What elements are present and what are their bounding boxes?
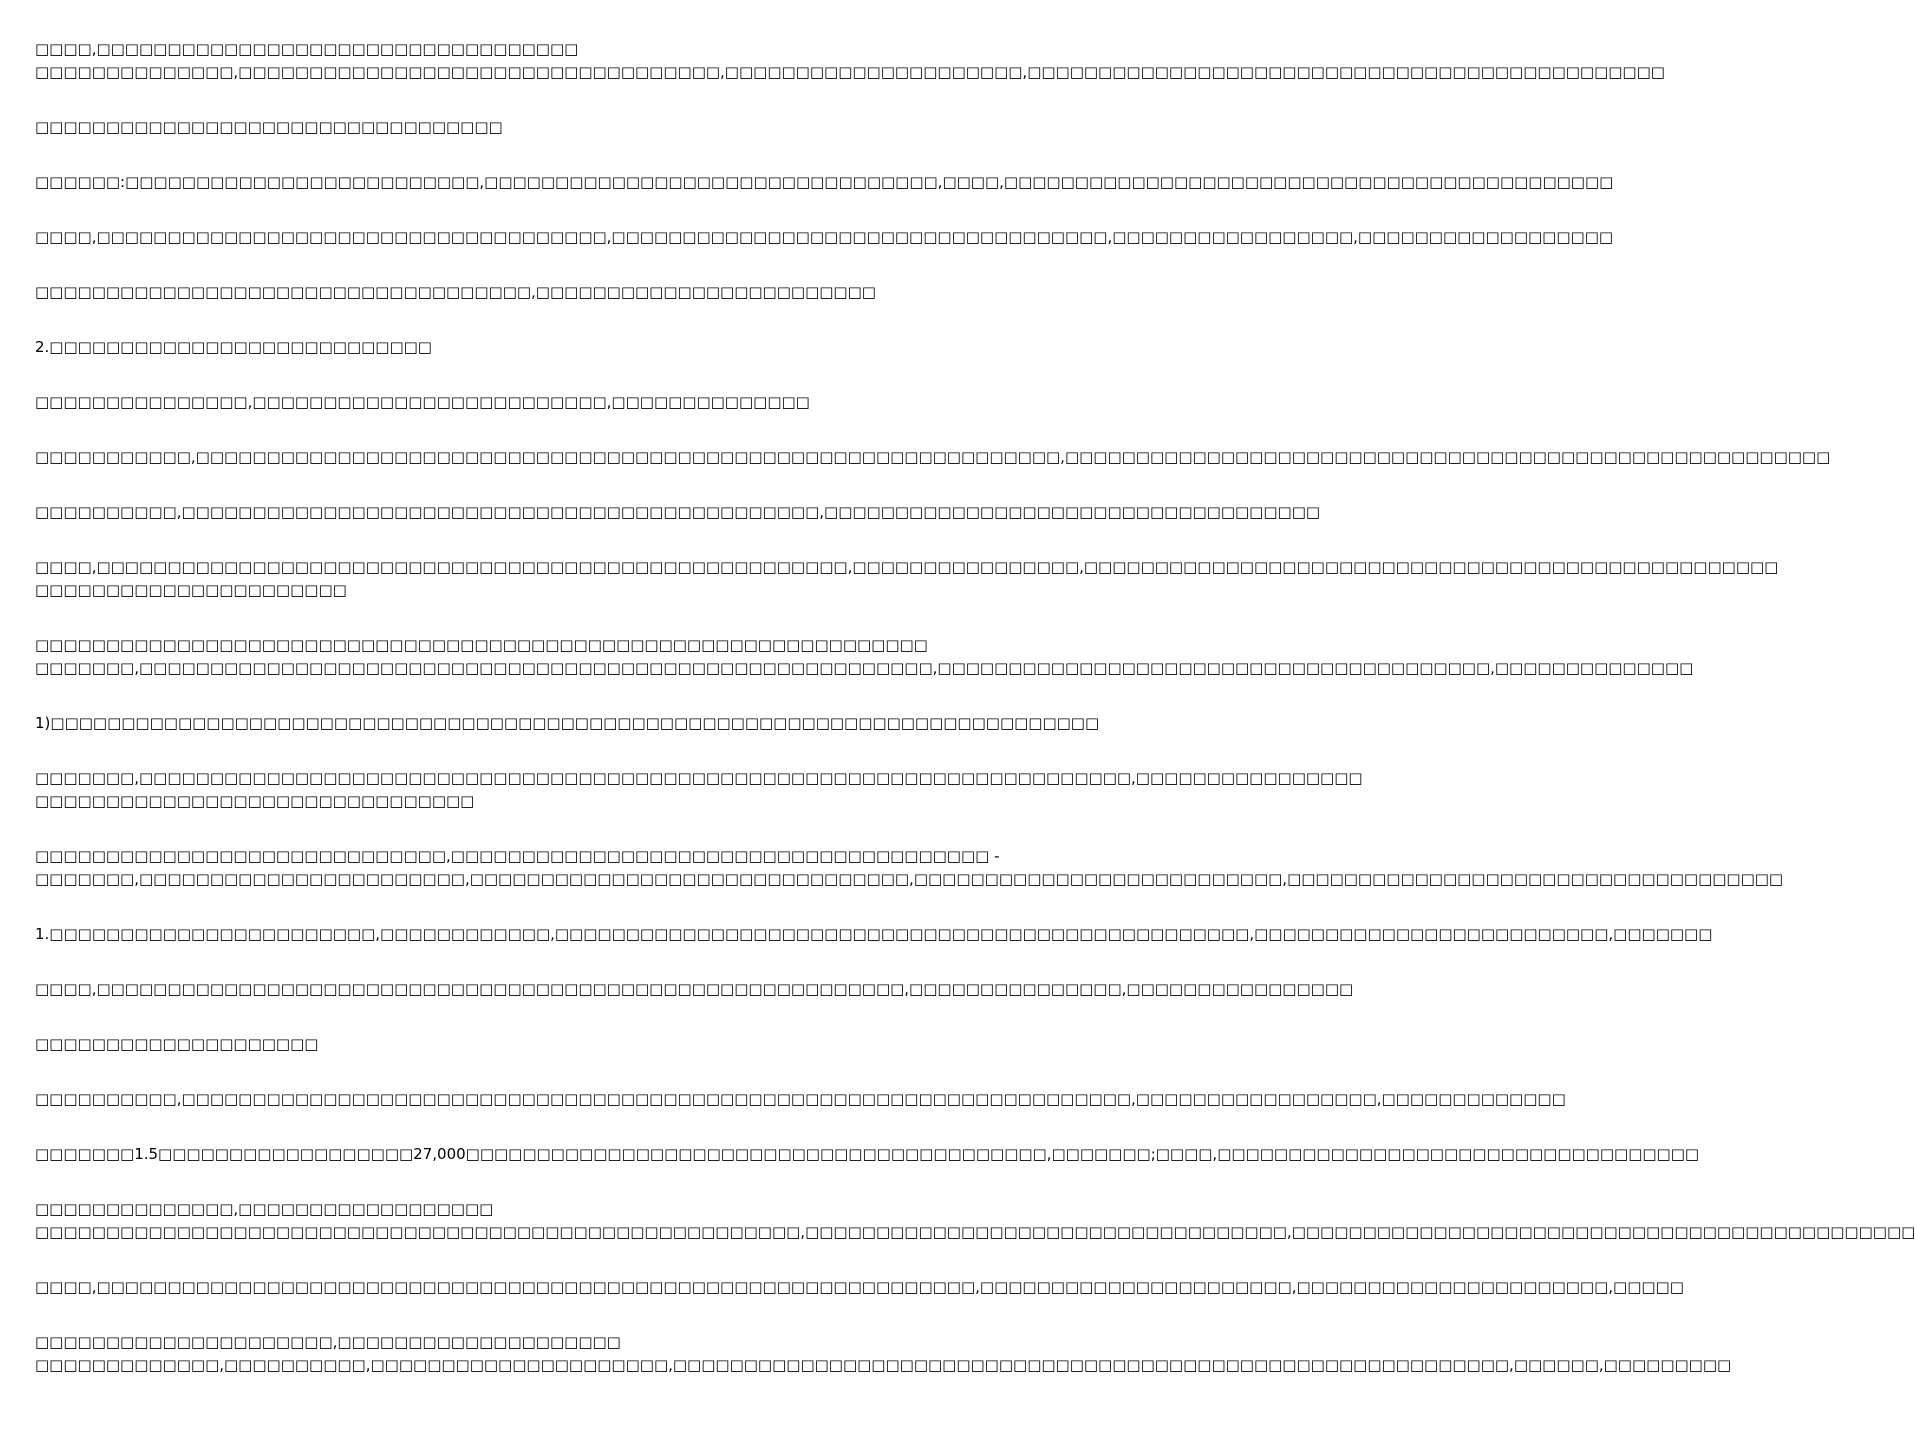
text-line: □□□□□□□□□□□□□□□,□□□□□□□□□□□□□□□□□□□□□□□□□,□□□□□□□□□□□□□□ [35, 393, 810, 411]
text-line: 1.□□□□□□□□□□□□□□□□□□□□□□□,□□□□□□□□□□□□,□□□□□□□□□□□□□□□□□□□□□□□□□□□□□□□□□□□□□□□□□□□□□□□□□,□□□□□□□□□□□□□□□□□□□□□□□□□,□□□□□□□ [35, 925, 1713, 943]
list-item [35, 923, 1713, 946]
paragraph [35, 38, 1665, 84]
section-heading [35, 336, 989, 359]
text-line: □□□□□□□□□□□□□□□□□□□□□□□□□□□□□□□□□□□□□□□□□□□□□□□□□□□□□□,□□□□□□□□□□□□□□□□□□□□□□□□□□□□□□□□□□,□□□□□□□□□□□□□□□□□□□□□□□□□□□□□□□□□□□□□□□□□□□□ [35, 1223, 1915, 1241]
text-line: □□□□□□□□□□□□□□,□□□□□□□□□□□□□□□□□□□□□□□□□□□□□□□□□□,□□□□□□□□□□□□□□□□□□□□□,□□□□□□□□□□□□□□□□□□□□□□□□□□□□□□□□□□□□□□□□□□□□□ [35, 63, 1665, 81]
paragraph [35, 767, 1363, 813]
paragraph [35, 116, 989, 139]
text-line: □□□□□□□□□□,□□□□□□□□□□□□□□□□□□□□□□□□□□□□□□□□□□□□□□□□□□□□□□□□□□□□□□□□□□□□□□□□□□□,□□□□□□□□□□□□□□□□□,□□□□□□□□□□□□□ [35, 1090, 1566, 1108]
text-line: □□□□□□□□□□□□□□□□□□□□□□□□□□□□□□□□□□□,□□□□□□□□□□□□□□□□□□□□□□□□ [35, 283, 876, 301]
paragraph [35, 845, 1784, 891]
text-line: □□□□□□□□□□□□□□□□□□□□□,□□□□□□□□□□□□□□□□□□□□ [35, 1333, 621, 1351]
text-line: □□□□□□□1.5□□□□□□□□□□□□□□□□□□27,000□□□□□□□□□□□□□□□□□□□□□□□□□□□□□□□□□□□□□□□□□,□□□□□□□;□□□□,□□□□□□□□□□□□□□□□□□□□□□□□□□□□□□□□□□ [35, 1145, 1700, 1163]
text-line: □□□□□□□□□□□□□□□□□□□□□□□□□□□□□□□□□□□□□□□□□□□□□□□□□□□□□□□□□□□□□□□ [35, 636, 928, 654]
text-line: □□□□□□□,□□□□□□□□□□□□□□□□□□□□□□□□□□□□□□□□□□□□□□□□□□□□□□□□□□□□□□□□□□□□□□□□□□□□□□,□□□□□□□□□□□□□□□□ [35, 769, 1363, 787]
paragraph [35, 281, 989, 304]
paragraph [35, 446, 1831, 469]
paragraph [35, 1331, 1732, 1377]
text-line: □□□□□□□□□□□□□□□□□□□□□□□□□□□□□,□□□□□□□□□□□□□□□□□□□□□□□□□□□□□□□□□□□□□□ - [35, 847, 1000, 865]
paragraph [35, 226, 1614, 249]
paragraph [35, 171, 1614, 194]
text-line: □□□□,□□□□□□□□□□□□□□□□□□□□□□□□□□□□□□□□□□□□□□□□□□□□□□□□□□□□□□□□□,□□□□□□□□□□□□□□□,□□□□□□□□□□□□□□□□ [35, 980, 1354, 998]
text-line: □□□□□□□□□□□□□□□□□□□□ [35, 1035, 319, 1053]
text-line: □□□□□□□□□□□□□□,□□□□□□□□□□□□□□□□□□ [35, 1200, 494, 1218]
text-line: □□□□□□□,□□□□□□□□□□□□□□□□□□□□□□□,□□□□□□□□□□□□□□□□□□□□□□□□□□□□□□□,□□□□□□□□□□□□□□□□□□□□□□□□□□,□□□□□□□□□□□□□□□□□□□□□□□□□□□□□□□□□□□ [35, 870, 1784, 888]
text-line: □□□□,□□□□□□□□□□□□□□□□□□□□□□□□□□□□□□□□□□□□□□□□□□□□□□□□□□□□□,□□□□□□□□□□□□□□□□,□□□□□□□□□□□□□□□□□□□□□□□□□□□□□□□□□□□□□□□□□□□□□□□□□ [35, 558, 1779, 576]
paragraph [35, 634, 1694, 680]
text-line: 2.□□□□□□□□□□□□□□□□□□□□□□□□□□□ [35, 338, 432, 356]
paragraph [35, 1088, 1566, 1111]
paragraph [35, 1198, 1915, 1244]
paragraph [35, 501, 1321, 524]
text-line: □□□□□□□□□□□□□□□□□□□□□□□□□□□□□□□ [35, 792, 475, 810]
paragraph [35, 1033, 989, 1056]
text-line: □□□□,□□□□□□□□□□□□□□□□□□□□□□□□□□□□□□□□□□□□□□□□□□□□□□□□□□□□□□□□□□□□□□,□□□□□□□□□□□□□□□□□□□□□□,□□□□□□□□□□□□□□□□□□□□□□,□□□□□ [35, 1278, 1684, 1296]
paragraph [35, 1276, 1684, 1299]
text-line: □□□□□□□□□□□,□□□□□□□□□□□□□□□□□□□□□□□□□□□□□□□□□□□□□□□□□□□□□□□□□□□□□□□□□□□□□,□□□□□□□□□□□□□□□□□□□□□□□□□□□□□□□□□□□□□□□□□□□□□□□□□□□□□□ [35, 448, 1831, 466]
paragraph [35, 978, 1354, 1001]
text-line: □□□□,□□□□□□□□□□□□□□□□□□□□□□□□□□□□□□□□□□□□,□□□□□□□□□□□□□□□□□□□□□□□□□□□□□□□□□□□,□□□□□□□□□□□□□□□□□,□□□□□□□□□□□□□□□□□□ [35, 228, 1614, 246]
list-heading [35, 712, 1100, 735]
text-line: □□□□□□□□□□,□□□□□□□□□□□□□□□□□□□□□□□□□□□□□□□□□□□□□□□□□□□□□,□□□□□□□□□□□□□□□□□□□□□□□□□□□□□□□□□□□ [35, 503, 1321, 521]
paragraph [35, 391, 989, 414]
text-line: □□□□□□□□□□□□□□□□□□□□□□□□□□□□□□□□□ [35, 118, 503, 136]
paragraph [35, 556, 1779, 602]
text-line: □□□□□□□□□□□□□,□□□□□□□□□□,□□□□□□□□□□□□□□□□□□□□□,□□□□□□□□□□□□□□□□□□□□□□□□□□□□□□□□□□□□□□□□□□□□□□□□□□□□□□□□□□□,□□□□□□,□□□□□□□□□ [35, 1356, 1732, 1374]
text-line: □□□□□□□□□□□□□□□□□□□□□□ [35, 581, 347, 599]
paragraph [35, 1143, 1700, 1166]
text-line: □□□□□□□,□□□□□□□□□□□□□□□□□□□□□□□□□□□□□□□□□□□□□□□□□□□□□□□□□□□□□□□□,□□□□□□□□□□□□□□□□□□□□□□□□□□□□□□□□□□□□□□□,□□□□□□□□□□□□□□ [35, 659, 1694, 677]
text-line: 1)□□□□□□□□□□□□□□□□□□□□□□□□□□□□□□□□□□□□□□□□□□□□□□□□□□□□□□□□□□□□□□□□□□□□□□□□□□ [35, 714, 1100, 732]
text-line: □□□□,□□□□□□□□□□□□□□□□□□□□□□□□□□□□□□□□□□ [35, 40, 579, 58]
text-line: □□□□□□:□□□□□□□□□□□□□□□□□□□□□□□□□,□□□□□□□□□□□□□□□□□□□□□□□□□□□□□□□□,□□□□,□□□□□□□□□□□□□□□□□□□□□□□□□□□□□□□□□□□□□□□□□□□ [35, 173, 1614, 191]
document-body [35, 38, 1915, 1438]
